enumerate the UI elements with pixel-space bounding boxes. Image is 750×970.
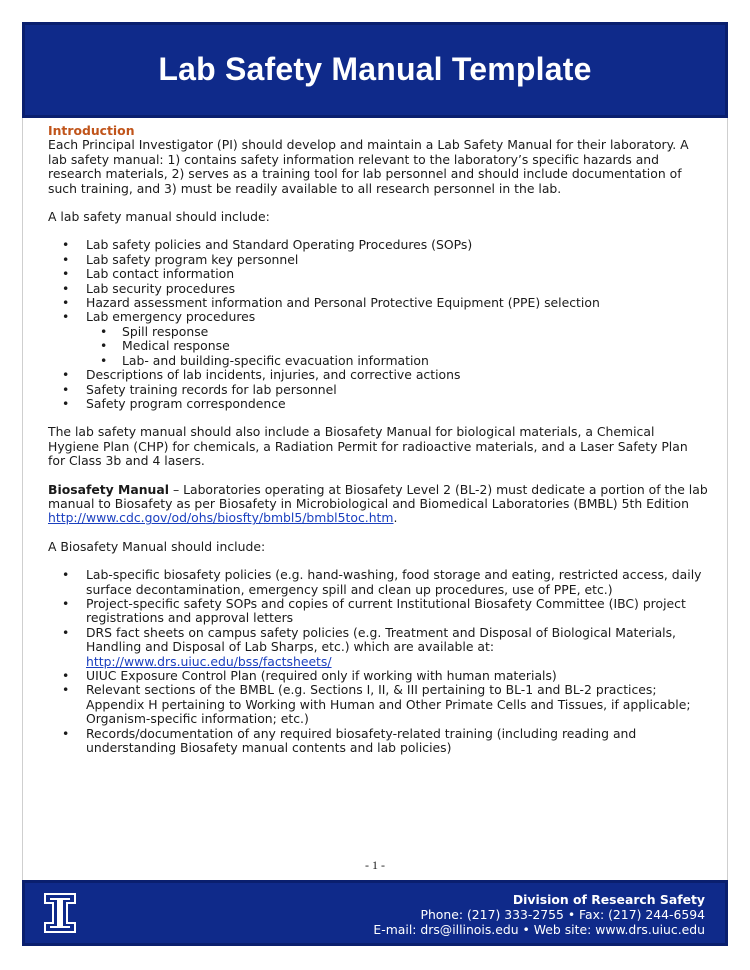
lab-manual-list: [48, 238, 708, 411]
list-item: • Lab safety policies and Standard Operating Procedures (SOPs): [48, 238, 708, 252]
list-item: • Relevant sections of the BMBL (e.g. Sections I, II, & III pertaining to BL-1 and BL-2 practices; Appendix H pertaining to Working with Human and Other Primate Cells and Tissues, if applicable; Organism-specific information; etc.): [48, 683, 708, 726]
list-item: • Lab safety program key personnel: [48, 253, 708, 267]
footer-contact: [373, 892, 705, 937]
biosafety-label: Biosafety Manual: [48, 481, 169, 497]
sublist-item: • Spill response: [86, 325, 708, 339]
header-banner: [22, 22, 728, 118]
footer-contact-line: E-mail: drs@illinois.edu • Web site: www.drs.uiuc.edu: [373, 922, 705, 937]
document-body: [48, 124, 708, 755]
list-item: • Lab-specific biosafety policies (e.g. hand-washing, food storage and eating, restricted access, daily surface decontamination, emergency spill and clean up procedures, use of PPE, etc.): [48, 568, 708, 597]
bmbl-link[interactable]: http://www.cdc.gov/od/ohs/biosfty/bmbl5/bmbl5toc.htm: [48, 510, 394, 526]
footer-phone-line: Phone: (217) 333-2755 • Fax: (217) 244-6594: [420, 907, 705, 922]
list-item: • Descriptions of lab incidents, injuries, and corrective actions: [48, 368, 708, 382]
list-item: • Lab contact information: [48, 267, 708, 281]
intro-paragraph: Each Principal Investigator (PI) should develop and maintain a Lab Safety Manual for their laboratory. A lab safety manual: 1) contains safety information relevant to the laboratory’s specific hazards and research materials, 2) serves as a training tool for lab personnel and should include documentation of such training, and 3) must be readily available to all research personnel in the lab.: [48, 137, 689, 196]
sublist-item: • Lab- and building-specific evacuation information: [86, 354, 708, 368]
list-item: [48, 626, 708, 669]
list-item: • Safety program correspondence: [48, 397, 708, 411]
list-item: • Hazard assessment information and Personal Protective Equipment (PPE) selection: [48, 296, 708, 310]
list-item-text: Lab emergency procedures: [86, 309, 256, 325]
sublist-item: • Medical response: [86, 339, 708, 353]
biosafety-list: [48, 568, 708, 755]
list-item: • Lab security procedures: [48, 282, 708, 296]
list-item: [48, 310, 708, 368]
list-item: • Safety training records for lab personnel: [48, 383, 708, 397]
biosafety-list-lead: A Biosafety Manual should include:: [48, 538, 266, 554]
closing-paragraph: The lab safety manual should also include a Biosafety Manual for biological materials, a Chemical Hygiene Plan (CHP) for chemicals, a Radiation Permit for radioactive materials, and a Laser Safety Plan for Class 3b and 4 lasers.: [48, 424, 688, 469]
footer-org-name: Division of Research Safety: [512, 892, 705, 907]
footer-banner: [22, 880, 728, 946]
emergency-sublist: [86, 325, 708, 368]
list-item: • UIUC Exposure Control Plan (required only if working with human materials): [48, 669, 708, 683]
page-title: Lab Safety Manual Template: [158, 51, 592, 87]
list-item: • Records/documentation of any required biosafety-related training (including reading and understanding Biosafety manual contents and lab policies): [48, 727, 708, 756]
biosafety-paragraph: [48, 483, 708, 526]
biosafety-trailing: .: [393, 510, 398, 526]
drs-factsheets-link[interactable]: http://www.drs.uiuc.edu/bss/factsheets/: [86, 653, 332, 669]
list-item: • Project-specific safety SOPs and copies of current Institutional Biosafety Committee (IBC) project registrations and approval letters: [48, 597, 708, 626]
list-item-text: DRS fact sheets on campus safety policies (e.g. Treatment and Disposal of Biological Materials, Handling and Disposal of Lab Sharps, etc.) which are available at:: [86, 624, 676, 655]
lab-manual-list-lead: A lab safety manual should include:: [48, 209, 270, 225]
biosafety-text: – Laboratories operating at Biosafety Level 2 (BL-2) must dedicate a portion of the lab manual to Biosafety as per Biosafety in Microbiological and Biomedical Laboratories (BMBL) 5th Edition: [48, 481, 708, 511]
introduction-heading: Introduction: [48, 123, 135, 138]
page-number: - 1 -: [365, 858, 385, 872]
illinois-block-i-icon: [41, 891, 79, 935]
